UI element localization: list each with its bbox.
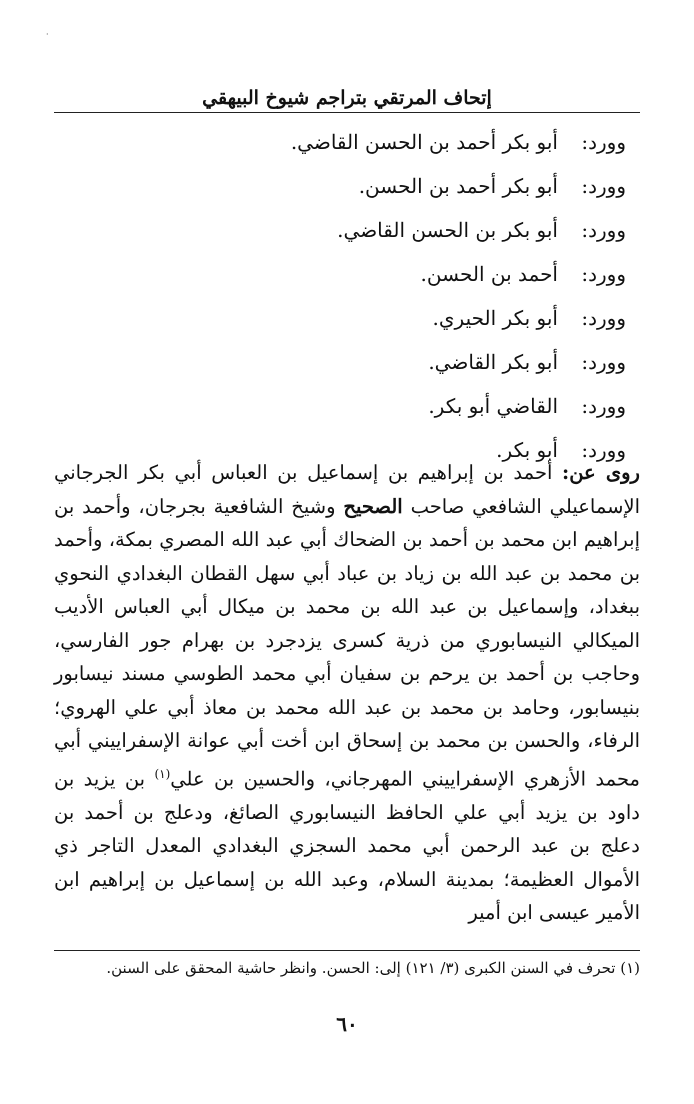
variant-label: وورد: [581, 130, 626, 154]
footnote: (١) تحرف في السنن الكبرى (٣/ ١٢١) إلى: الحسن. وانظر حاشية المحقق على السنن. [106, 959, 640, 977]
variant-text: أبو بكر أحمد بن الحسن. [358, 174, 558, 198]
variant-label: وورد: [581, 262, 626, 286]
sahih-bold-word: الصحيح [343, 494, 403, 518]
name-variants-list [66, 120, 626, 472]
variant-line [66, 384, 626, 428]
variant-label: وورد: [581, 350, 626, 374]
variant-text: أبو بكر بن الحسن القاضي. [337, 218, 558, 242]
variant-text: القاضي أبو بكر. [428, 394, 558, 418]
paragraph-text-part: أحمد بن إبراهيم بن إسماعيل بن العباس أبي بكر الجرجاني الإسماعيلي الشافعي صاحب [54, 461, 640, 518]
narrated-from-paragraph [54, 456, 640, 930]
variant-text: أبو بكر الحيري. [432, 306, 558, 330]
footnote-reference[interactable]: (١) [154, 766, 171, 781]
variant-line [66, 208, 626, 252]
variant-text: أبو بكر القاضي. [428, 350, 558, 374]
variant-line [66, 340, 626, 384]
page-number: ٦٠ [336, 1012, 358, 1036]
variant-line [66, 164, 626, 208]
variant-label: وورد: [581, 394, 626, 418]
variant-line [66, 296, 626, 340]
variant-line [66, 252, 626, 296]
running-header: إتحاف المرتقي بتراجم شيوخ البيهقي [54, 84, 640, 113]
variant-label: وورد: [581, 218, 626, 242]
paragraph-text-part: وشيخ الشافعية بجرجان، وأحمد بن إبراهيم ابن محمد بن أحمد بن الضحاك أبي عبد الله المصري بمكة، وأحمد بن محمد بن عبد الله بن زياد بن عباد أبي سهل القطان البغدادي النحوي ببغداد، وإسماعيل بن عبد الله بن محمد بن ميكال أبي العباس الأديب الميكالي النيسابوري من ذرية كسرى يزدجرد بن بهرام جور الفارسي، وحاجب بن أحمد بن يرحم بن سفيان أبي محمد الطوسي مسند نيسابور بنيسابور، وحامد بن محمد بن عبد الله محمد بن معاذ أبي علي الهروي؛ الرفاء، والحسن بن محمد بن إسحاق ابن أخت أبي عوانة الإسفراييني أبي محمد الأزهري الإسفراييني المهرجاني، والحسين بن علي [54, 494, 640, 790]
variant-label: وورد: [581, 438, 626, 462]
variant-text: أبو بكر. [496, 438, 558, 462]
variant-text: أحمد بن الحسن. [420, 262, 558, 286]
variant-label: وورد: [581, 174, 626, 198]
variant-text: أبو بكر أحمد بن الحسن القاضي. [290, 130, 558, 154]
corner-mark: · [46, 30, 49, 39]
narrated-from-label: روى عن: [562, 461, 640, 484]
paragraph-text-part: بن يزيد بن داود بن يزيد أبي علي الحافظ النيسابوري الصائغ، ودعلج بن أحمد بن دعلج بن عبد الرحمن أبي محمد السجزي البغدادي المعدل التاجر ذي الأموال العظيمة؛ بمدينة السلام، وعبد الله بن إسماعيل بن إبراهيم ابن الأمير عيسى ابن أمير [54, 767, 640, 924]
variant-line [66, 120, 626, 164]
variant-label: وورد: [581, 306, 626, 330]
footnote-divider [54, 950, 640, 951]
